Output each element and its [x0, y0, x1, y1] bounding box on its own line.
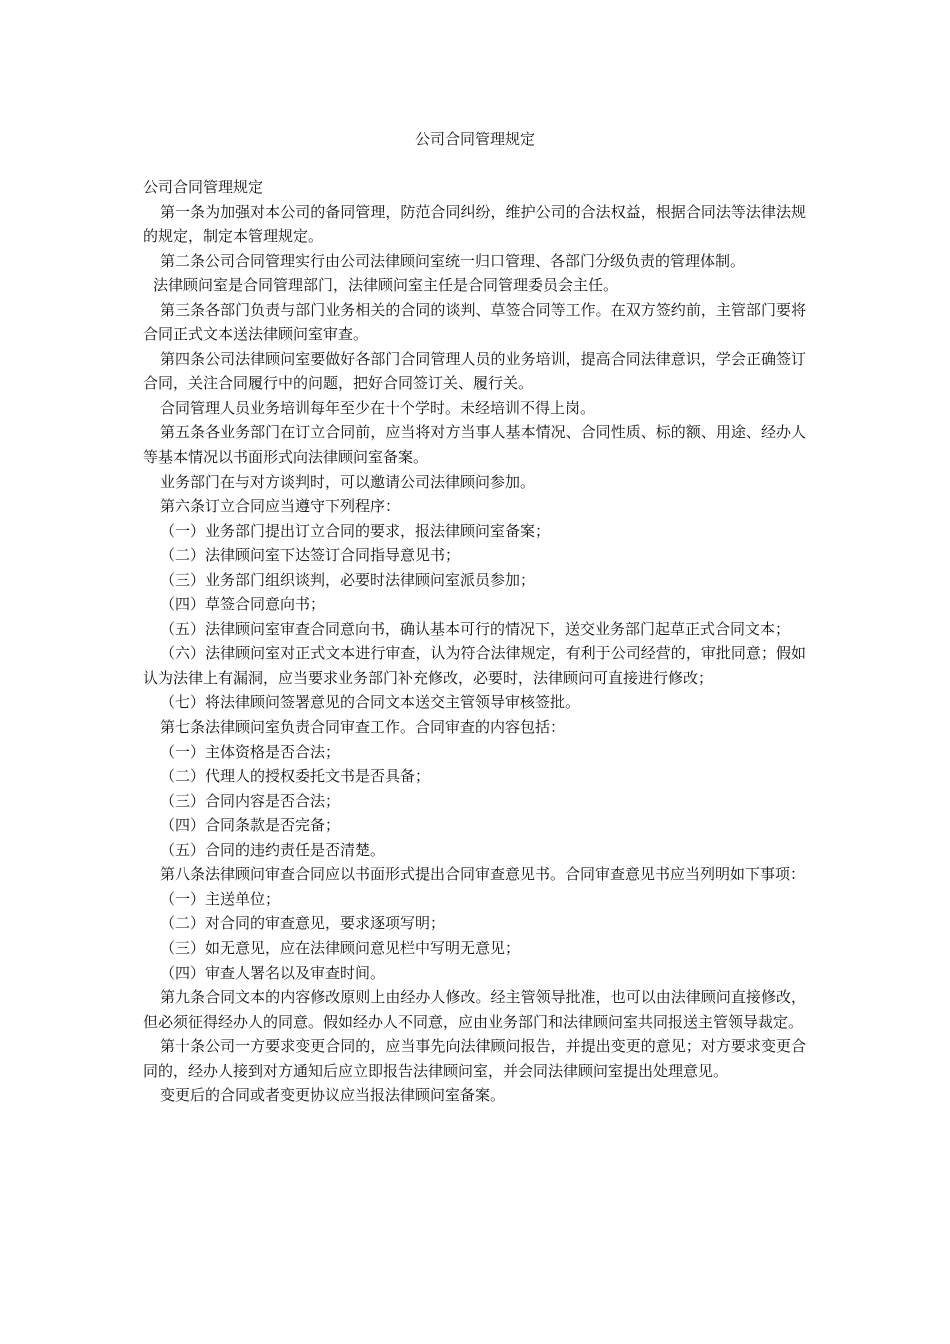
- list-item: （四）合同条款是否完备；: [160, 816, 341, 835]
- paragraph-article-9: 第九条合同文本的内容修改原则上由经办人修改。经主管领导批准，也可以由法律顾问直接修改，但必须征得经办人的同意。假如经办人不同意，应由业务部门和法律顾问室共同报送主管领导裁定。: [143, 988, 806, 1031]
- list-item: （三）如无意见，应在法律顾问意见栏中写明无意见；: [160, 938, 521, 957]
- paragraph-article-2: 第二条公司合同管理实行由公司法律顾问室统一归口管理、各部门分级负责的管理体制。: [160, 251, 746, 270]
- paragraph-article-5-note: 业务部门在与对方谈判时，可以邀请公司法律顾问参加。: [160, 472, 536, 491]
- list-item: （二）法律顾问室下达签订合同指导意见书；: [160, 546, 461, 565]
- paragraph-article-4: 第四条公司法律顾问室要做好各部门合同管理人员的业务培训，提高合同法律意识，学会正确签订合同，关注合同履行中的问题，把好合同签订关、履行关。: [143, 349, 806, 393]
- list-item: （一）主送单位；: [160, 889, 281, 908]
- paragraph-article-10: 第十条公司一方要求变更合同的，应当事先向法律顾问报告，并提出变更的意见；对方要求变更合同的，经办人接到对方通知后应立即报告法律顾问室，并会同法律顾问室提出处理意见。: [143, 1037, 806, 1080]
- paragraph-article-7: 第七条法律顾问室负责合同审查工作。合同审查的内容包括：: [160, 718, 566, 737]
- list-item: （三）合同内容是否合法；: [160, 791, 341, 810]
- list-item: （四）审查人署名以及审查时间。: [160, 963, 386, 982]
- paragraph-article-2-note: 法律顾问室是合同管理部门，法律顾问室主任是合同管理委员会主任。: [153, 276, 619, 295]
- paragraph-article-4-note: 合同管理人员业务培训每年至少在十个学时。未经培训不得上岗。: [160, 398, 596, 417]
- list-item: （三）业务部门组织谈判，必要时法律顾问室派员参加；: [160, 570, 536, 589]
- paragraph-article-8: 第八条法律顾问审查合同应以书面形式提出合同审查意见书。合同审查意见书应当列明如下事项：: [160, 865, 806, 884]
- document-title: 公司合同管理规定: [414, 130, 535, 148]
- paragraph-article-1: 第一条为加强对本公司的备同管理，防范合同纠纷，维护公司的合法权益，根据合同法等法律法规的规定，制定本管理规定。: [143, 202, 806, 246]
- list-item: （五）合同的违约责任是否清楚。: [160, 840, 386, 859]
- list-item: （五）法律顾问室审查合同意向书，确认基本可行的情况下，送交业务部门起草正式合同文本；: [160, 619, 791, 638]
- document-subtitle: 公司合同管理规定: [143, 178, 264, 196]
- list-item: （七）将法律顾问签署意见的合同文本送交主管领导审核签批。: [160, 693, 581, 712]
- list-item: （一）业务部门提出订立合同的要求，报法律顾问室备案；: [160, 521, 551, 540]
- paragraph-article-10-note: 变更后的合同或者变更协议应当报法律顾问室备案。: [160, 1086, 506, 1105]
- list-item: （二）对合同的审查意见，要求逐项写明；: [160, 914, 446, 933]
- list-item: （一）主体资格是否合法；: [160, 742, 341, 761]
- document-body: [143, 175, 806, 1108]
- paragraph-article-6: 第六条订立合同应当遵守下列程序：: [160, 497, 401, 516]
- paragraph-article-3: 第三条各部门负责与部门业务相关的合同的谈判、草签合同等工作。在双方签约前，主管部门要将合同正式文本送法律顾问室审查。: [143, 300, 806, 344]
- list-item: （四）草签合同意向书；: [160, 595, 326, 614]
- paragraph-article-5: 第五条各业务部门在订立合同前，应当将对方当事人基本情况、合同性质、标的额、用途、经办人等基本情况以书面形式向法律顾问室备案。: [143, 423, 806, 467]
- list-item: （六）法律顾问室对正式文本进行审查，认为符合法律规定，有利于公司经营的，审批同意；假如认为法律上有漏洞，应当要求业务部门补充修改，必要时，法律顾问可直接进行修改；: [143, 644, 806, 687]
- list-item: （二）代理人的授权委托文书是否具备；: [160, 767, 431, 786]
